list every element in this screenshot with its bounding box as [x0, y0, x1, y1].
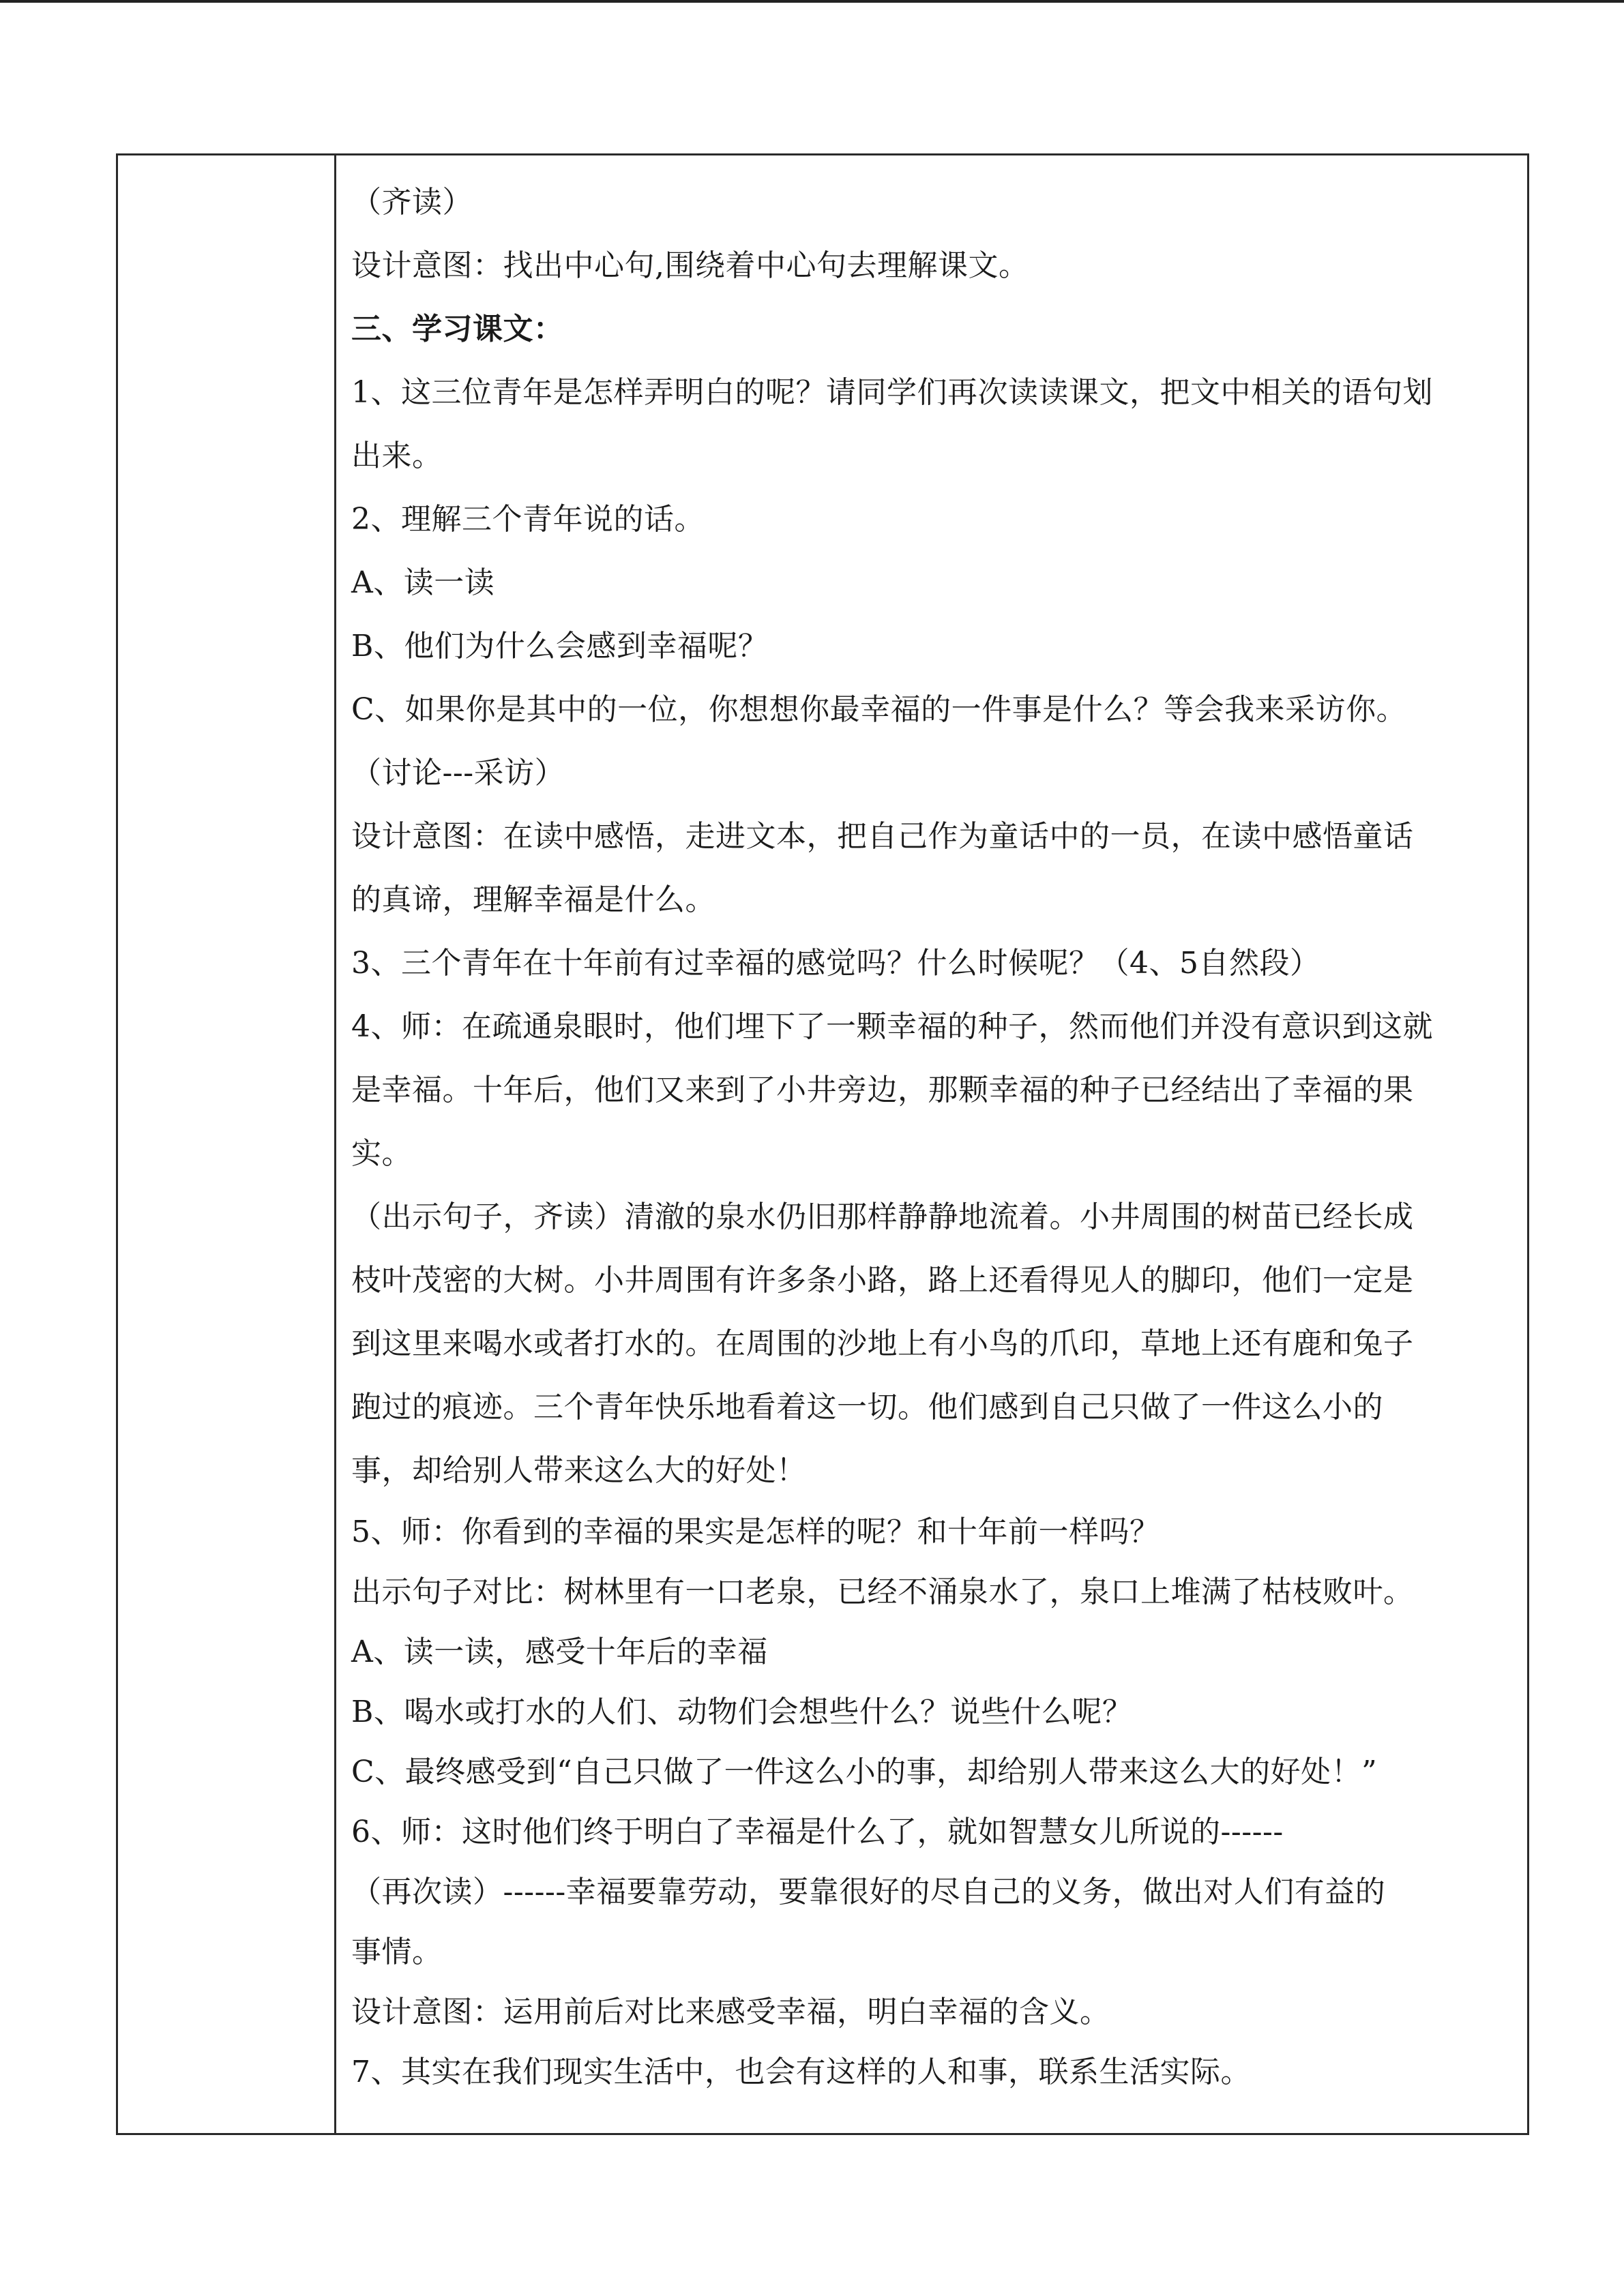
- text-line: 1、这三位青年是怎样弄明白的呢？请同学们再次读读课文，把文中相关的语句划: [351, 375, 1433, 410]
- text-line: 3、三个青年在十年前有过幸福的感觉吗？什么时候呢？（4、5自然段）: [351, 946, 1320, 981]
- text-line: （齐读）: [351, 185, 473, 220]
- text-line: 到这里来喝水或者打水的。在周围的沙地上有小鸟的爪印，草地上还有鹿和兔子: [351, 1326, 1414, 1361]
- text-line: 设计意图：运用前后对比来感受幸福，明白幸福的含义。: [351, 1995, 1110, 2029]
- text-line: A、读一读: [351, 565, 495, 600]
- lesson-plan-table: [116, 153, 1529, 2135]
- text-line: 事，却给别人带来这么大的好处！: [351, 1453, 807, 1488]
- text-line: 7、其实在我们现实生活中，也会有这样的人和事，联系生活实际。: [351, 2055, 1251, 2089]
- text-line: （再次读）------幸福要靠劳动，要靠很好的尽自己的义务，做出对人们有益的: [351, 1875, 1386, 1909]
- table-content-cell: [336, 155, 1527, 2133]
- text-line: 出来。: [351, 438, 443, 473]
- text-line: 是幸福。十年后，他们又来到了小井旁边，那颗幸福的种子已经结出了幸福的果: [351, 1073, 1414, 1107]
- text-line: 的真谛，理解幸福是什么。: [351, 882, 715, 917]
- text-line: 2、理解三个青年说的话。: [351, 502, 705, 537]
- text-line: 枝叶茂密的大树。小井周围有许多条小路，路上还看得见人的脚印，他们一定是: [351, 1263, 1414, 1298]
- text-line: 设计意图：找出中心句,围绕着中心句去理解课文。: [351, 248, 1029, 283]
- top-border-rule: [0, 0, 1624, 3]
- text-line: C、如果你是其中的一位，你想想你最幸福的一件事是什么？等会我来采访你。: [351, 692, 1407, 727]
- text-line: 出示句子对比：树林里有一口老泉，已经不涌泉水了，泉口上堆满了枯枝败叶。: [351, 1575, 1414, 1609]
- text-line: 实。: [351, 1136, 412, 1171]
- text-line: 设计意图：在读中感悟，走进文本，把自己作为童话中的一员，在读中感悟童话: [351, 819, 1414, 854]
- text-line: B、他们为什么会感到幸福呢？: [351, 629, 769, 664]
- text-line: 6、师：这时他们终于明白了幸福是什么了，就如智慧女儿所说的------: [351, 1815, 1284, 1849]
- text-line: A、读一读，感受十年后的幸福: [351, 1635, 768, 1669]
- section-heading: 三、学习课文：: [351, 312, 564, 346]
- text-line: B、喝水或打水的人们、动物们会想些什么？说些什么呢？: [351, 1695, 1133, 1729]
- text-line: 事情。: [351, 1935, 443, 1969]
- text-line: 4、师：在疏通泉眼时，他们埋下了一颗幸福的种子，然而他们并没有意识到这就: [351, 1009, 1433, 1044]
- text-line: （讨论---采访）: [351, 756, 565, 790]
- text-line: 跑过的痕迹。三个青年快乐地看着这一切。他们感到自己只做了一件这么小的: [351, 1390, 1383, 1425]
- table-left-column: [118, 155, 336, 2133]
- text-line: 5、师：你看到的幸福的果实是怎样的呢？和十年前一样吗？: [351, 1515, 1160, 1549]
- text-line: （出示句子，齐读）清澈的泉水仍旧那样静静地流着。小井周围的树苗已经长成: [351, 1199, 1414, 1234]
- text-line: C、最终感受到“自己只做了一件这么小的事，却给别人带来这么大的好处！”: [351, 1755, 1378, 1789]
